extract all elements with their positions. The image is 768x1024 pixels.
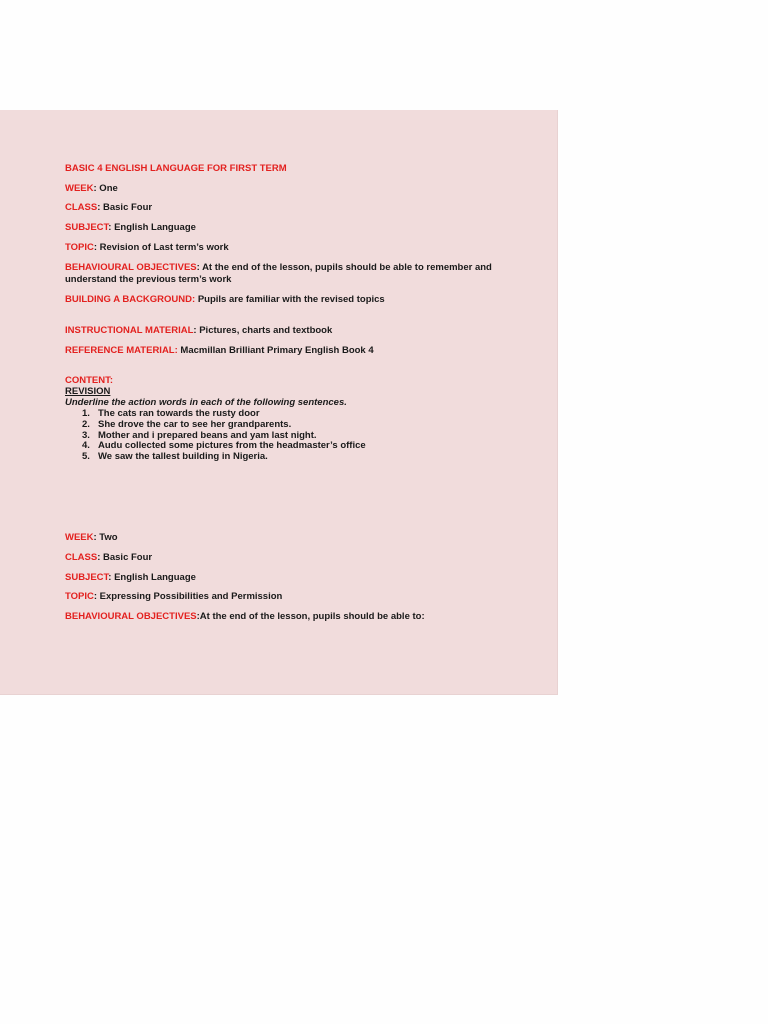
instructional-label: INSTRUCTIONAL MATERIAL <box>65 325 194 336</box>
week1-objectives-line <box>65 262 492 273</box>
list-text: The cats ran towards the rusty door <box>98 408 260 419</box>
instructional-value: : Pictures, charts and textbook <box>193 325 333 336</box>
week2-topic-line <box>65 591 282 602</box>
list-text: Mother and i prepared beans and yam last night. <box>98 430 317 441</box>
list-number: 2. <box>82 419 90 430</box>
list-item <box>82 419 291 430</box>
objectives-label: BEHAVIOURAL OBJECTIVES <box>65 262 197 273</box>
class-value: : Basic Four <box>97 552 153 563</box>
list-text: She drove the car to see her grandparents. <box>98 419 292 430</box>
list-item <box>82 451 268 462</box>
subject-value: : English Language <box>108 222 196 233</box>
week1-topic-line <box>65 242 229 253</box>
list-number: 3. <box>82 430 90 441</box>
revision-heading: REVISION <box>65 386 111 397</box>
week1-subject-line <box>65 222 196 233</box>
reference-label: REFERENCE MATERIAL: <box>65 345 178 356</box>
week2-class-line <box>65 552 152 563</box>
class-value: : Basic Four <box>97 202 153 213</box>
document-page <box>0 110 558 695</box>
objectives-label: BEHAVIOURAL OBJECTIVES <box>65 611 197 622</box>
topic-value: : Expressing Possibilities and Permission <box>93 591 283 602</box>
week2-week-line <box>65 532 118 543</box>
objectives-value: :At the end of the lesson, pupils should be able to: <box>196 611 425 622</box>
objectives-value: : At the end of the lesson, pupils should be able to remember and <box>196 262 492 273</box>
class-label: CLASS <box>65 202 98 213</box>
background-value: Pupils are familiar with the revised topics <box>195 294 385 305</box>
week-label: WEEK <box>65 183 94 194</box>
week2-subject-line <box>65 572 196 583</box>
week1-week-line <box>65 183 118 194</box>
list-item <box>82 408 260 419</box>
week1-class-line <box>65 202 152 213</box>
week1-objectives-continuation: understand the previous term’s work <box>65 274 232 285</box>
week-value: : Two <box>93 532 118 543</box>
topic-value: : Revision of Last term’s work <box>93 242 229 253</box>
subject-value: : English Language <box>108 572 196 583</box>
topic-label: TOPIC <box>65 591 94 602</box>
week1-instructional-line <box>65 325 332 336</box>
list-text: Audu collected some pictures from the headmaster’s office <box>98 440 366 451</box>
week1-reference-line <box>65 345 374 356</box>
reference-value: Macmillan Brilliant Primary English Book 4 <box>177 345 374 356</box>
document-title: BASIC 4 ENGLISH LANGUAGE FOR FIRST TERM <box>65 163 287 174</box>
list-number: 1. <box>82 408 90 419</box>
class-label: CLASS <box>65 552 98 563</box>
list-number: 4. <box>82 440 90 451</box>
list-item <box>82 440 366 451</box>
week1-background-line <box>65 294 385 305</box>
week2-objectives-line <box>65 611 425 622</box>
content-label: CONTENT: <box>65 375 114 386</box>
week-value: : One <box>93 183 118 194</box>
background-label: BUILDING A BACKGROUND: <box>65 294 196 305</box>
list-text: We saw the tallest building in Nigeria. <box>98 451 268 462</box>
week-label: WEEK <box>65 532 94 543</box>
subject-label: SUBJECT <box>65 222 109 233</box>
exercise-instruction: Underline the action words in each of the following sentences. <box>65 397 347 408</box>
subject-label: SUBJECT <box>65 572 109 583</box>
topic-label: TOPIC <box>65 242 94 253</box>
list-number: 5. <box>82 451 90 462</box>
